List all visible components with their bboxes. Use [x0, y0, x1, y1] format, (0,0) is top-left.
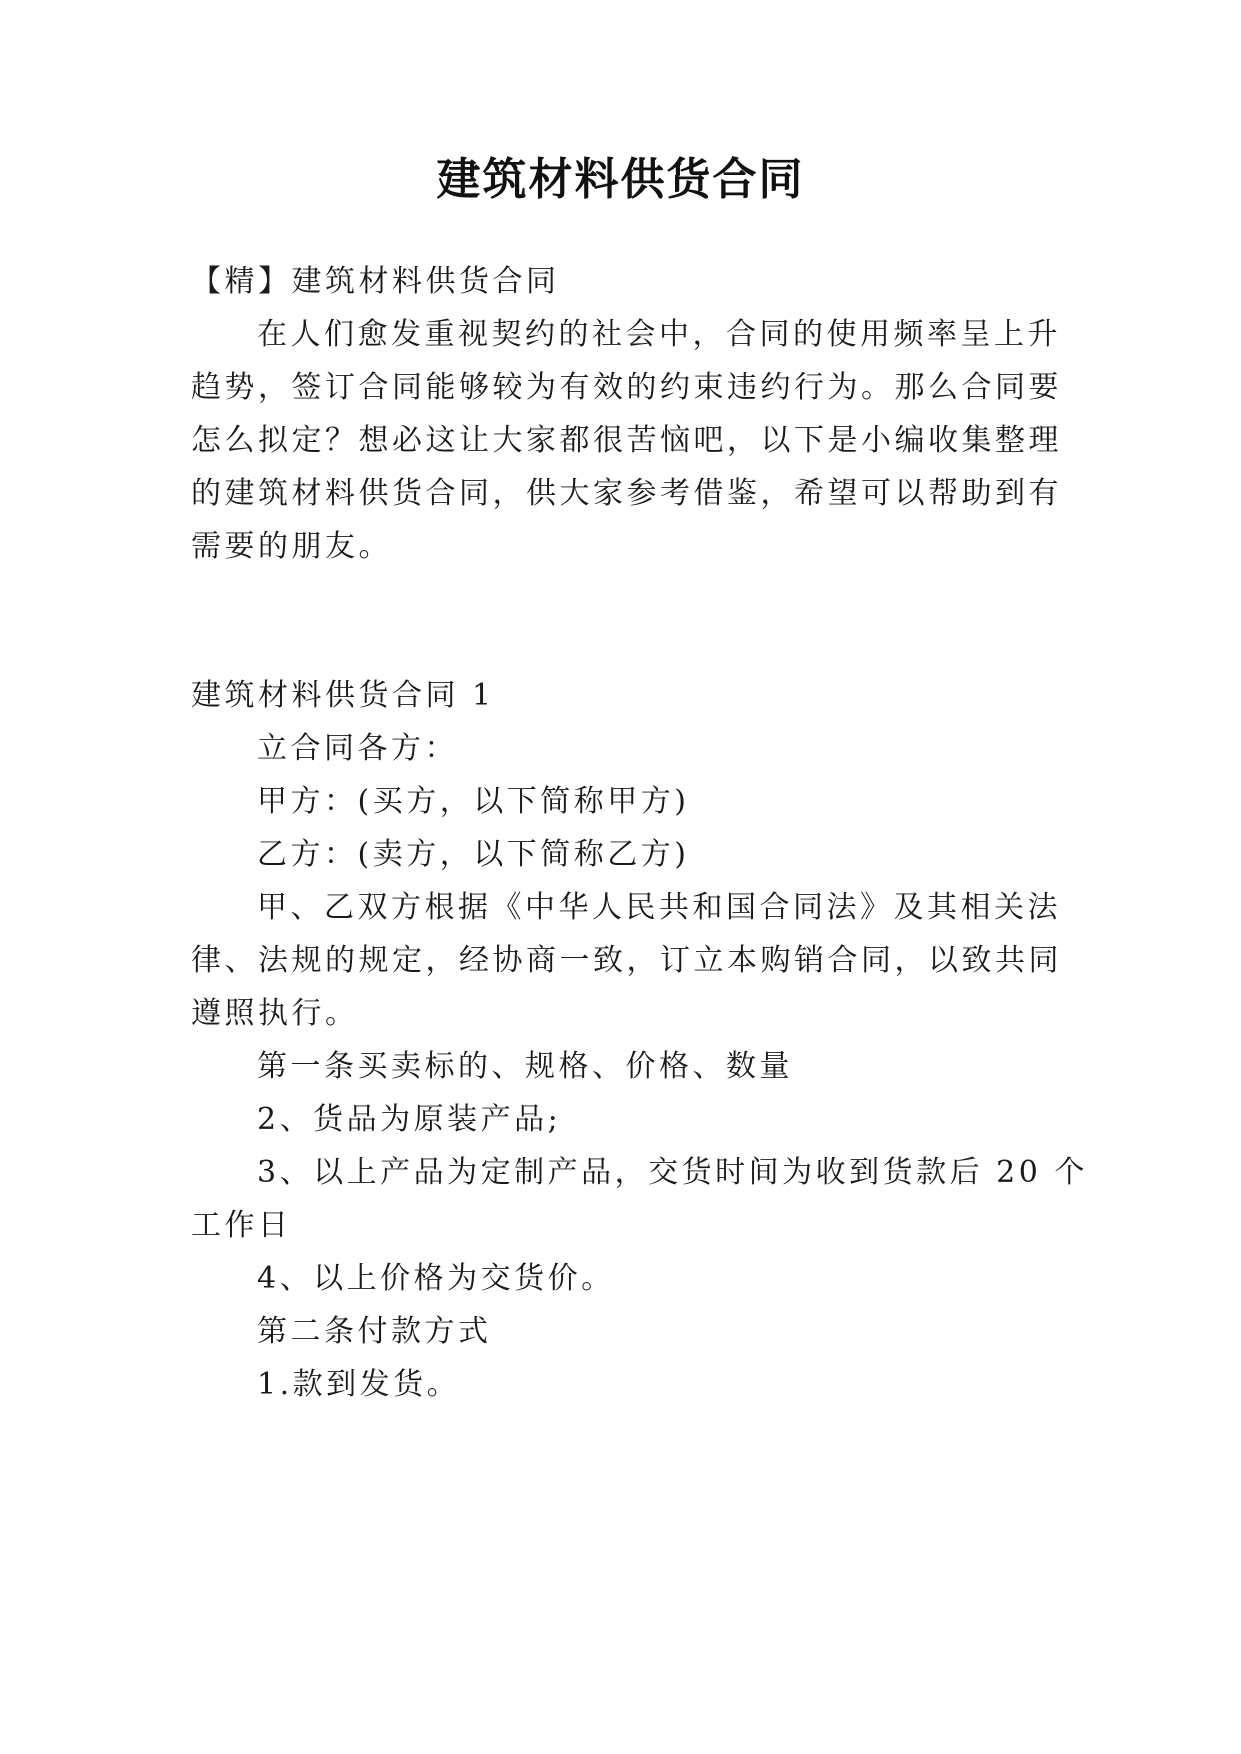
intro-line: 趋势，签订合同能够较为有效的约束违约行为。那么合同要: [191, 370, 1062, 405]
body-line: 3、以上产品为定制产品，交货时间为收到货款后 20 个: [257, 1155, 1088, 1190]
document-title: 建筑材料供货合同: [436, 154, 805, 205]
intro-line: 需要的朋友。: [191, 529, 392, 564]
body-line: 立合同各方：: [257, 731, 458, 766]
intro-line: 在人们愈发重视契约的社会中，合同的使用频率呈上升: [257, 317, 1061, 352]
body-line: 遵照执行。: [191, 996, 359, 1031]
body-line: 律、法规的规定，经协商一致，订立本购销合同，以致共同: [191, 943, 1062, 978]
intro-line: 怎么拟定？想必这让大家都很苦恼吧，以下是小编收集整理: [191, 423, 1062, 458]
intro-heading: 【精】建筑材料供货合同: [191, 264, 560, 299]
body-line: 2、货品为原装产品;: [257, 1102, 562, 1137]
body-line: 1.款到发货。: [257, 1367, 461, 1402]
body-line: 第二条付款方式: [257, 1314, 492, 1349]
body-line: 乙方：(卖方，以下简称乙方): [257, 837, 690, 872]
intro-line: 的建筑材料供货合同，供大家参考借鉴，希望可以帮助到有: [191, 476, 1062, 511]
body-line: 工作日: [191, 1208, 292, 1243]
body-line: 甲、乙双方根据《中华人民共和国合同法》及其相关法: [257, 890, 1061, 925]
section-heading: 建筑材料供货合同 1: [191, 678, 495, 713]
body-line: 第一条买卖标的、规格、价格、数量: [257, 1049, 793, 1084]
body-line: 甲方：(买方，以下简称甲方): [257, 784, 690, 819]
body-line: 4、以上价格为交货价。: [257, 1261, 615, 1296]
